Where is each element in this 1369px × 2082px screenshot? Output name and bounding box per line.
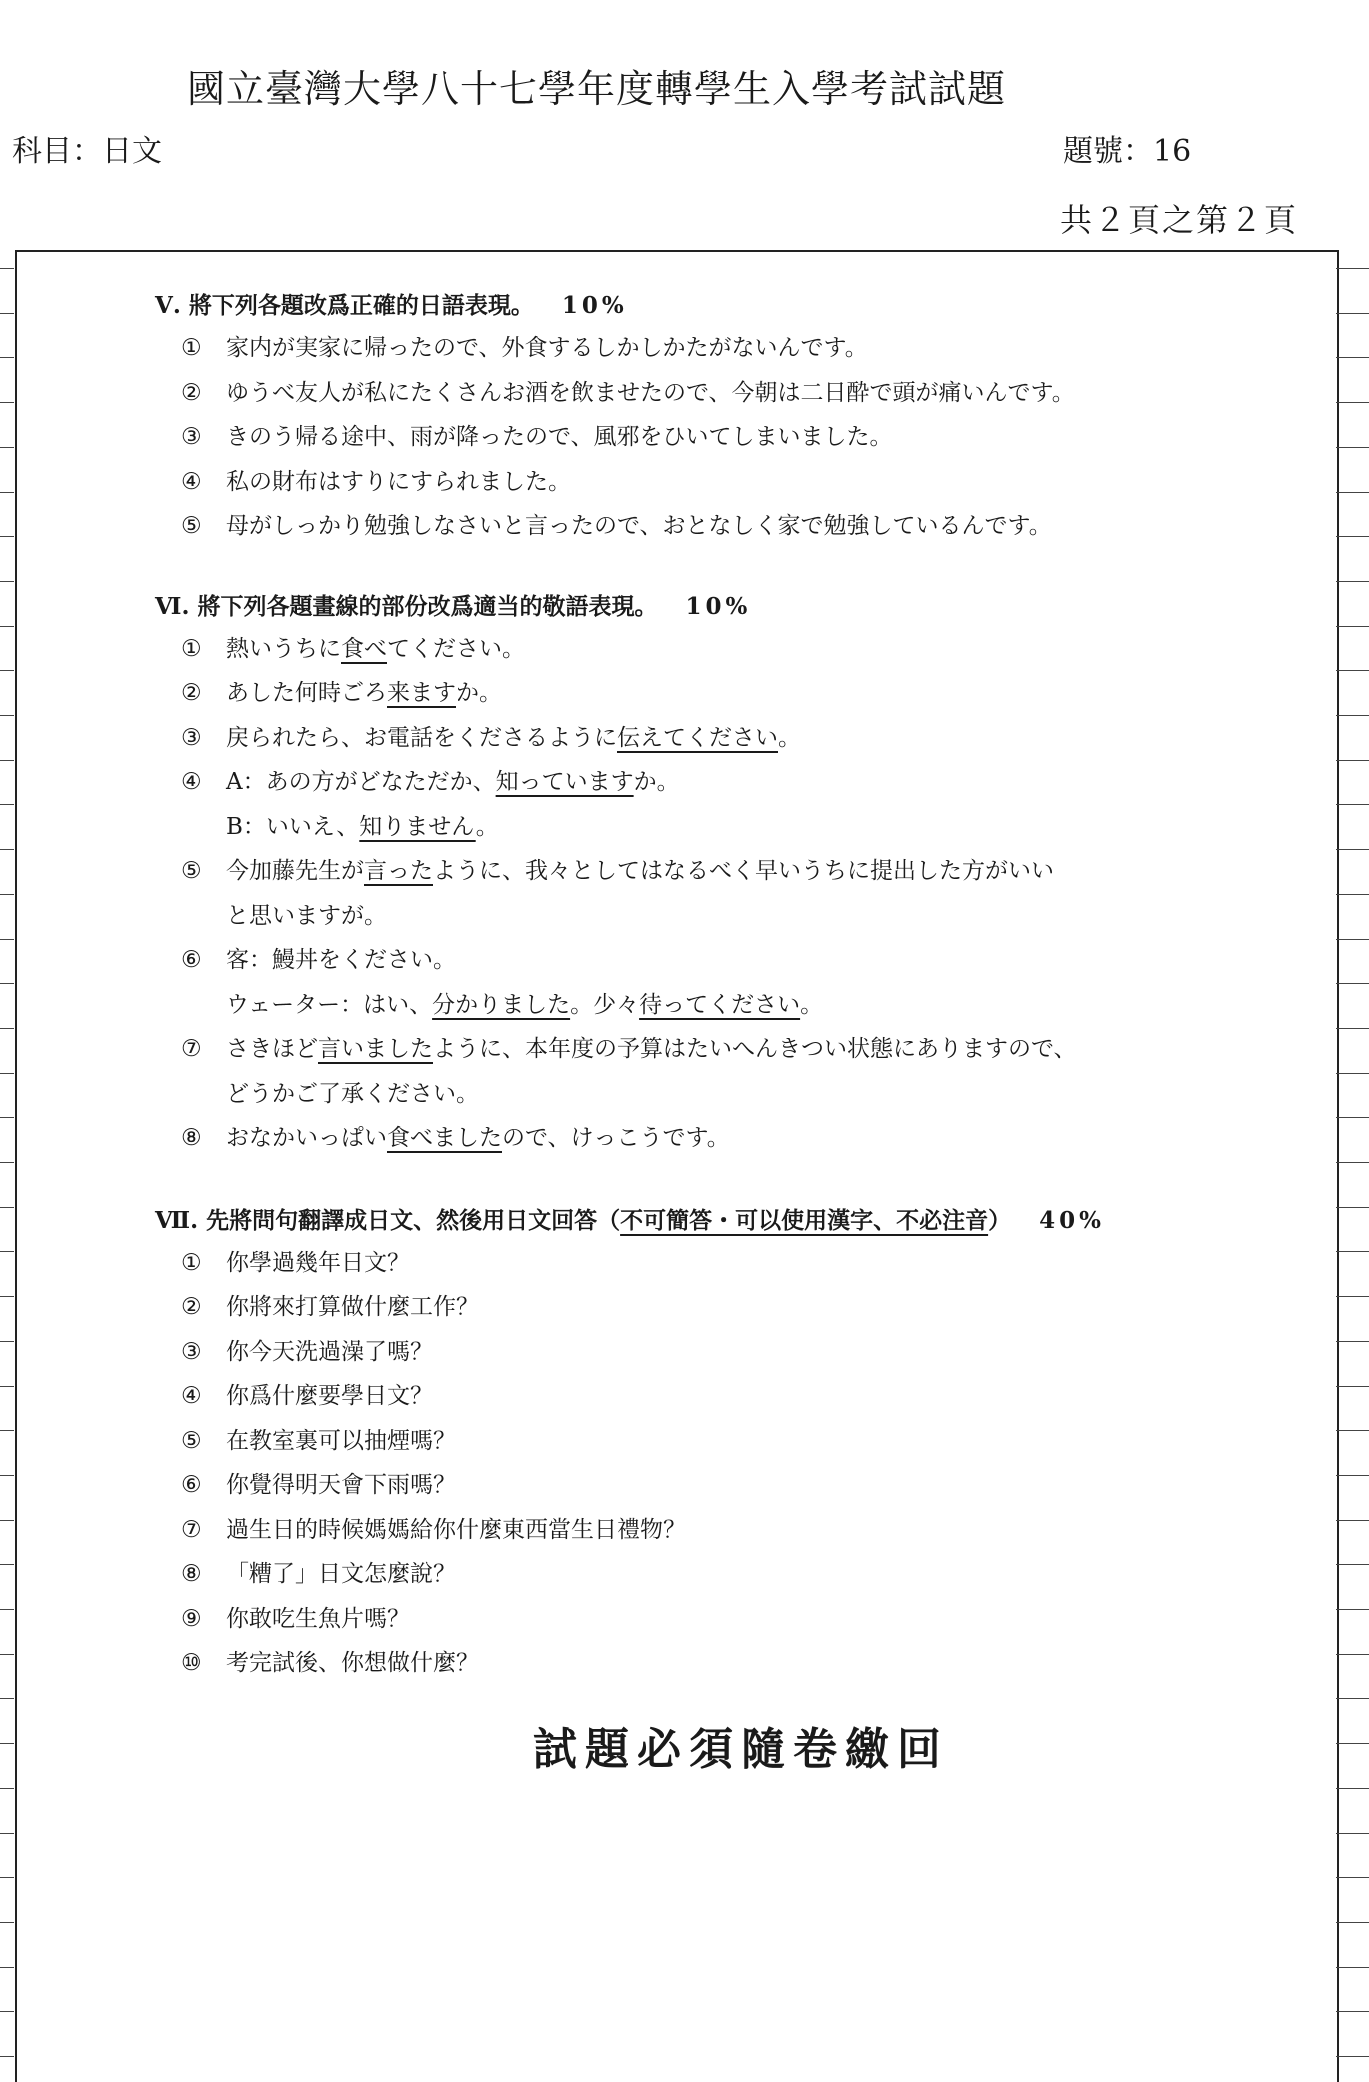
list-item [155, 1463, 1305, 1508]
item-text: おなかいっぱい食べましたので、けっこうです。 [226, 1125, 730, 1151]
margin-tick [1336, 1341, 1369, 1342]
item-text: 過生日的時候媽媽給你什麼東西當生日禮物？ [226, 1516, 686, 1543]
margin-tick [1336, 1251, 1369, 1252]
return-exam-stamp: 試題必須隨卷繳回 [533, 1724, 949, 1775]
margin-tick [1336, 1475, 1369, 1476]
item-number: ① [181, 635, 202, 662]
right-margin-ticks [1336, 250, 1369, 2077]
item-text: 你敢吃生魚片嗎？ [226, 1605, 410, 1632]
underlined-phrase: 食べ [341, 635, 387, 662]
item-text: A：あの方がどなただか、知っていますか。 [226, 769, 680, 795]
margin-tick [1336, 1162, 1369, 1163]
list-item [155, 716, 1305, 761]
margin-tick [1336, 804, 1369, 805]
margin-tick [0, 492, 14, 493]
item-text: あした何時ごろ来ますか。 [226, 680, 502, 706]
margin-tick [1336, 983, 1369, 984]
item-number: ⑦ [181, 1516, 202, 1543]
list-item [155, 460, 1305, 505]
list-item [155, 1641, 1305, 1686]
margin-tick [1336, 1654, 1369, 1655]
margin-tick [0, 581, 14, 582]
question-number: 題號：16 [1063, 134, 1192, 169]
margin-tick [0, 1833, 14, 1834]
item-number: ⑧ [181, 1125, 202, 1151]
margin-tick [0, 357, 14, 358]
section-7-title: Ⅶ. 先將問句翻譯成日文、然後用日文回答（ [155, 1206, 621, 1234]
list-item [155, 1241, 1305, 1286]
exam-title: 國立臺灣大學八十七學年度轉學生入學考試試題 [187, 67, 1007, 111]
exam-content [155, 286, 1305, 1686]
margin-tick [0, 804, 14, 805]
margin-tick [0, 1609, 14, 1610]
margin-tick [1336, 1833, 1369, 1834]
item-number: ③ [181, 424, 202, 450]
margin-tick [0, 626, 14, 627]
list-item [155, 671, 1305, 716]
item-text: 你覺得明天會下雨嗎？ [226, 1472, 456, 1498]
underlined-phrase: 言った [364, 858, 433, 884]
margin-tick [1336, 1609, 1369, 1610]
margin-tick [1336, 1967, 1369, 1968]
margin-tick [1336, 1073, 1369, 1074]
margin-tick [1336, 447, 1369, 448]
list-item [155, 1374, 1305, 1419]
margin-tick [1336, 1698, 1369, 1699]
margin-tick [0, 1073, 14, 1074]
margin-tick [1336, 894, 1369, 895]
margin-tick [0, 1207, 14, 1208]
margin-tick [1336, 1028, 1369, 1029]
item-continuation: B：いいえ、知りません。 [226, 813, 499, 840]
margin-tick [1336, 581, 1369, 582]
list-item [155, 1508, 1305, 1553]
item-text: 你今天洗過澡了嗎？ [226, 1338, 433, 1365]
margin-tick [0, 1430, 14, 1431]
margin-tick [0, 2011, 14, 2012]
item-text: 戻られたら、お電話をくださるように伝えてください。 [226, 724, 801, 751]
list-item [155, 1419, 1305, 1464]
page-info: 共２頁之第２頁 [1060, 201, 1299, 239]
item-text: 家内が実家に帰ったので、外食するしかしかたがないんです。 [226, 335, 868, 361]
item-number: ⑤ [181, 513, 202, 539]
item-continuation: と思いますが。 [226, 902, 387, 929]
item-number: ⑥ [181, 1472, 202, 1498]
margin-tick [0, 1877, 14, 1878]
section-5-title: Ⅴ. 將下列各題改爲正確的日語表現。 [155, 292, 534, 319]
margin-tick [1336, 1877, 1369, 1878]
item-number: ② [181, 1294, 202, 1320]
item-number: ③ [181, 1338, 202, 1365]
item-text: ゆうべ友人が私にたくさんお酒を飲ませたので、今朝は二日酔で頭が痛いんです。 [226, 379, 1075, 406]
item-number: ⑥ [181, 947, 202, 973]
item-number: ⑩ [181, 1650, 202, 1676]
item-text: さきほど言いましたように、本年度の予算はたいへんきつい状態にありますので、 [226, 1036, 1077, 1062]
item-number: ⑧ [181, 1561, 202, 1587]
item-number: ⑤ [181, 858, 202, 884]
margin-tick [1336, 536, 1369, 537]
margin-tick [0, 1251, 14, 1252]
list-item [155, 938, 1305, 983]
margin-tick [0, 1743, 14, 1744]
underlined-phrase: 食べました [387, 1125, 502, 1151]
margin-tick [1336, 626, 1369, 627]
margin-tick [0, 1117, 14, 1118]
margin-tick [1336, 2011, 1369, 2012]
underlined-phrase: 伝えてください [617, 724, 778, 751]
subject-label: 科目：日文 [12, 134, 162, 169]
left-margin-ticks [0, 250, 14, 2077]
section-6-title: Ⅵ. 將下列各題畫線的部份改爲適当的敬語表現。 [155, 592, 658, 620]
list-item [155, 1330, 1305, 1375]
list-item [155, 415, 1305, 460]
item-continuation: ウェーター：はい、分かりました。少々待ってください。 [226, 991, 824, 1018]
item-number: ① [181, 335, 202, 361]
margin-tick [0, 402, 14, 403]
margin-tick [1336, 760, 1369, 761]
margin-tick [0, 1520, 14, 1521]
margin-tick [0, 1564, 14, 1565]
margin-tick [0, 1386, 14, 1387]
margin-tick [0, 1162, 14, 1163]
margin-tick [1336, 402, 1369, 403]
list-item [155, 1597, 1305, 1642]
item-number: ② [181, 379, 202, 406]
item-text: 「糟了」日文怎麼說？ [226, 1561, 456, 1587]
margin-tick [0, 760, 14, 761]
list-item [155, 1552, 1305, 1597]
item-text: 私の財布はすりにすられました。 [226, 468, 571, 495]
margin-tick [0, 1296, 14, 1297]
margin-tick [0, 536, 14, 537]
underlined-phrase: 分かりました [432, 991, 571, 1018]
section-7-heading: Ⅶ. 先將問句翻譯成日文、然後用日文回答（不可簡答・可以使用漢字、不必注音） 40% [155, 1206, 1105, 1234]
margin-tick [1336, 1788, 1369, 1789]
item-number: ② [181, 680, 202, 706]
margin-tick [0, 894, 14, 895]
item-number: ④ [181, 468, 202, 495]
margin-tick [1336, 849, 1369, 850]
list-item [155, 1285, 1305, 1330]
margin-tick [1336, 1296, 1369, 1297]
margin-tick [0, 939, 14, 940]
item-continuation: どうかご了承ください。 [226, 1080, 479, 1107]
item-text: 客：鰻丼をください。 [226, 947, 456, 973]
margin-tick [0, 1475, 14, 1476]
margin-tick [1336, 1386, 1369, 1387]
list-item [155, 1027, 1305, 1072]
margin-tick [0, 1922, 14, 1923]
item-text: 在教室裏可以抽煙嗎？ [226, 1427, 456, 1454]
item-text: きのう帰る途中、雨が降ったので、風邪をひいてしまいました。 [226, 424, 893, 450]
margin-tick [1336, 268, 1369, 269]
section-6-heading [155, 587, 1305, 627]
margin-tick [1336, 1743, 1369, 1744]
item-number: ④ [181, 769, 202, 795]
item-text: 你將來打算做什麼工作？ [226, 1294, 479, 1320]
list-item [155, 1116, 1305, 1161]
item-number: ⑨ [181, 1605, 202, 1632]
item-number: ④ [181, 1383, 202, 1409]
margin-tick [1336, 1564, 1369, 1565]
margin-tick [0, 715, 14, 716]
margin-tick [1336, 357, 1369, 358]
margin-tick [0, 983, 14, 984]
list-item [155, 326, 1305, 371]
underlined-phrase: 知りません [359, 813, 476, 840]
item-text: 今加藤先生が言ったように、我々としてはなるべく早いうちに提出した方がいい [226, 858, 1054, 884]
list-item [155, 849, 1305, 894]
section-6-percent: 10% [685, 592, 752, 620]
margin-tick [0, 849, 14, 850]
underlined-phrase: 知っています [495, 769, 634, 795]
margin-tick [1336, 2056, 1369, 2057]
item-number: ① [181, 1249, 202, 1276]
item-number: ③ [181, 724, 202, 751]
margin-tick [0, 313, 14, 314]
margin-tick [1336, 939, 1369, 940]
margin-tick [1336, 1922, 1369, 1923]
item-text: 熱いうちに食べてください。 [226, 635, 525, 662]
margin-tick [1336, 1207, 1369, 1208]
item-text: 你學過幾年日文？ [226, 1249, 410, 1276]
item-number: ⑤ [181, 1427, 202, 1454]
item-text: 你爲什麼要學日文？ [226, 1383, 433, 1409]
margin-tick [0, 1341, 14, 1342]
margin-tick [0, 1698, 14, 1699]
item-number: ⑦ [181, 1036, 202, 1062]
margin-tick [1336, 715, 1369, 716]
margin-tick [0, 268, 14, 269]
list-item [155, 760, 1305, 805]
item-text: 考完試後、你想做什麼？ [226, 1650, 479, 1676]
margin-tick [0, 447, 14, 448]
underlined-phrase: 言いました [318, 1036, 433, 1062]
margin-tick [0, 2056, 14, 2057]
list-item [155, 371, 1305, 416]
margin-tick [1336, 1430, 1369, 1431]
margin-tick [0, 670, 14, 671]
margin-tick [1336, 313, 1369, 314]
margin-tick [0, 1654, 14, 1655]
margin-tick [1336, 670, 1369, 671]
item-text: 母がしっかり勉強しなさいと言ったので、おとなしく家で勉強しているんです。 [226, 513, 1052, 539]
margin-tick [1336, 1520, 1369, 1521]
section-5-percent: 10% [561, 292, 628, 319]
margin-tick [1336, 492, 1369, 493]
list-item [155, 627, 1305, 672]
underlined-instruction: 不可簡答・可以使用漢字、不必注音 [620, 1206, 989, 1234]
margin-tick [1336, 1117, 1369, 1118]
margin-tick [0, 1788, 14, 1789]
margin-tick [0, 1028, 14, 1029]
section-7-percent: 40% [1039, 1206, 1105, 1234]
underlined-phrase: 来ます [387, 680, 456, 706]
margin-tick [0, 1967, 14, 1968]
underlined-phrase: 待ってください [639, 991, 801, 1018]
section-5-heading [155, 286, 1305, 326]
list-item [155, 504, 1305, 549]
